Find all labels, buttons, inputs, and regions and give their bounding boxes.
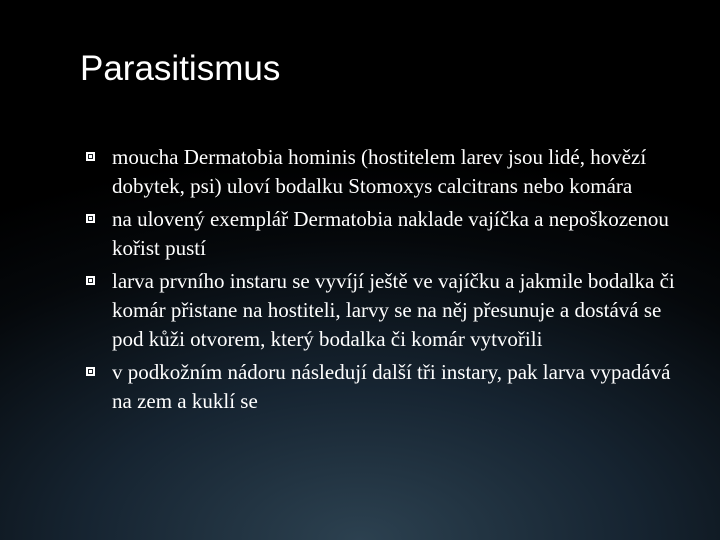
bullet-list — [84, 143, 684, 420]
square-bullet-icon — [86, 214, 95, 223]
bullet-text: v podkožním nádoru následují další tři instary, pak larva vypadává na zem a kuklí se — [112, 360, 671, 413]
bullet-text: larva prvního instaru se vyvíjí ještě ve vajíčku a jakmile bodalka či komár přistane na hostiteli, larvy se na něj přesunuje a dostává se pod kůži otvorem, který bodalka či komár vytvořili — [112, 269, 675, 351]
bullet-text: moucha Dermatobia hominis (hostitelem larev jsou lidé, hovězí dobytek, psi) uloví bodalku Stomoxys calcitrans nebo komára — [112, 145, 647, 198]
square-bullet-icon — [86, 152, 95, 161]
bullet-item — [84, 267, 684, 354]
bullet-item — [84, 205, 684, 263]
square-bullet-icon — [86, 276, 95, 285]
bullet-text: na ulovený exemplář Dermatobia naklade vajíčka a nepoškozenou kořist pustí — [112, 207, 669, 260]
bullet-item — [84, 358, 684, 416]
slide-title: Parasitismus — [80, 49, 281, 88]
square-bullet-icon — [86, 367, 95, 376]
bullet-item — [84, 143, 684, 201]
